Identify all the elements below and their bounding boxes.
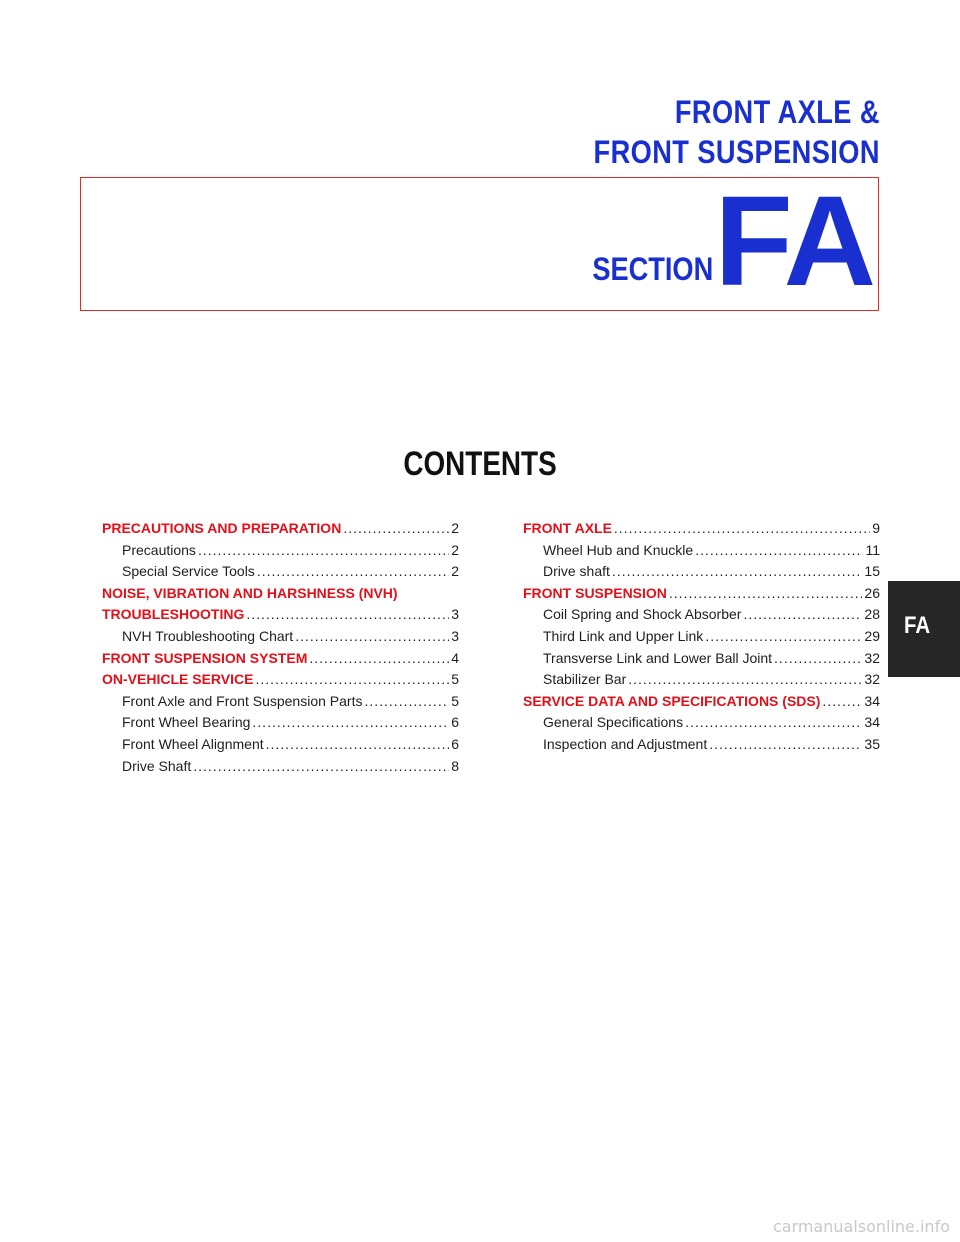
toc-entry-page: 26: [864, 584, 880, 601]
section-code: FA: [714, 170, 874, 313]
toc-entry-page: 29: [864, 627, 880, 644]
toc-leader-dots: [252, 712, 449, 734]
toc-entry[interactable]: [102, 691, 459, 713]
toc-entry-page: 3: [451, 627, 459, 644]
toc-entry-page: 2: [451, 541, 459, 558]
toc-entry-page: 9: [872, 520, 880, 536]
toc-entry-title: ON-VEHICLE SERVICE: [102, 671, 254, 688]
toc-entry[interactable]: [523, 518, 880, 540]
toc-entry[interactable]: [102, 540, 459, 562]
toc-entry-page: 32: [864, 671, 880, 688]
toc-entry-title: Special Service Tools: [122, 563, 255, 580]
toc-entry-page: 28: [864, 606, 880, 623]
toc-entry-title: Inspection and Adjustment: [543, 735, 708, 752]
toc-leader-dots: [709, 734, 862, 756]
toc-leader-dots: [614, 518, 870, 540]
toc-entry-title: PRECAUTIONS AND PREPARATION: [102, 520, 342, 536]
toc-leader-dots: [255, 669, 449, 691]
watermark: carmanualsonline.info: [772, 1217, 950, 1236]
toc-entry-page: 6: [451, 735, 459, 752]
toc-entry-title: Coil Spring and Shock Absorber: [543, 606, 742, 623]
toc-entry-title: Front Wheel Alignment: [122, 735, 264, 752]
toc-leader-dots: [743, 604, 862, 626]
toc-entry-page: 2: [451, 520, 459, 536]
toc-entry-page: 11: [865, 541, 880, 558]
toc-leader-dots: [198, 540, 449, 562]
toc-entry-page: 34: [864, 714, 880, 731]
toc-leader-dots: [695, 540, 863, 562]
toc-entry[interactable]: [102, 712, 459, 734]
toc-entry[interactable]: [523, 540, 880, 562]
toc-entry-page: 2: [451, 563, 459, 580]
toc-entry-title: Transverse Link and Lower Ball Joint: [543, 649, 773, 666]
toc-entry-title: TROUBLESHOOTING: [102, 606, 245, 623]
toc-leader-dots: [193, 756, 449, 778]
toc-leader-dots: [343, 518, 449, 540]
toc-entry-page: 6: [451, 714, 459, 731]
toc-entry-page: 15: [864, 563, 880, 580]
toc-leader-dots: [246, 604, 449, 626]
toc-leader-dots: [612, 561, 863, 583]
section-label: SECTION: [592, 251, 713, 287]
toc-leader-dots: [628, 669, 862, 691]
toc-entry[interactable]: [523, 561, 880, 583]
toc-entry[interactable]: [102, 669, 459, 691]
toc-entry-page: 5: [451, 671, 459, 688]
toc-entry[interactable]: [523, 691, 880, 713]
toc-right-column: [523, 518, 880, 756]
toc-entry-title: Wheel Hub and Knuckle: [543, 541, 694, 558]
toc-leader-dots: [295, 626, 449, 648]
toc-leader-dots: [364, 691, 449, 713]
toc-entry[interactable]: [102, 518, 459, 540]
toc-leader-dots: [685, 712, 862, 734]
toc-entry[interactable]: [102, 561, 459, 583]
toc-entry[interactable]: [102, 756, 459, 778]
toc-entry[interactable]: [523, 712, 880, 734]
toc-entry-title: Precautions: [122, 541, 196, 558]
toc-entry-title: FRONT SUSPENSION: [523, 584, 667, 601]
section-side-tab[interactable]: [888, 581, 960, 677]
toc-entry[interactable]: [102, 604, 459, 626]
toc-leader-dots: [669, 583, 863, 605]
toc-entry[interactable]: [102, 648, 459, 670]
toc-entry-page: 5: [451, 692, 459, 709]
toc-entry-title: SERVICE DATA AND SPECIFICATIONS (SDS): [523, 692, 821, 709]
toc-entry-title: Stabilizer Bar: [543, 671, 627, 688]
toc-entry-page: 3: [451, 606, 459, 623]
title-line-1: FRONT AXLE &: [674, 94, 880, 130]
toc-entry-title-line1[interactable]: NOISE, VIBRATION AND HARSHNESS (NVH): [102, 584, 398, 601]
toc-entry[interactable]: [102, 734, 459, 756]
toc-leader-dots: [266, 734, 450, 756]
toc-entry-title: NVH Troubleshooting Chart: [122, 627, 294, 644]
toc-leader-dots: [257, 561, 449, 583]
toc-entry[interactable]: [523, 734, 880, 756]
toc-entry-title: Drive shaft: [543, 563, 610, 580]
toc-entry-title: Drive Shaft: [122, 757, 192, 774]
toc-entry-title: FRONT AXLE: [523, 520, 612, 536]
contents-heading: CONTENTS: [403, 445, 557, 483]
toc-entry[interactable]: [523, 626, 880, 648]
toc-leader-dots: [705, 626, 862, 648]
toc-entry-page: 35: [864, 735, 880, 752]
document-title: [543, 92, 880, 172]
toc-entry-page: 32: [864, 649, 880, 666]
toc-leader-dots: [309, 648, 449, 670]
toc-entry-title: Third Link and Upper Link: [543, 627, 704, 644]
toc-entry-title: FRONT SUSPENSION SYSTEM: [102, 649, 308, 666]
toc-entry[interactable]: [102, 626, 459, 648]
toc-entry[interactable]: [523, 604, 880, 626]
toc-entry-page: 34: [864, 692, 880, 709]
toc-entry[interactable]: [523, 583, 880, 605]
toc-leader-dots: [822, 691, 862, 713]
title-line-2: FRONT SUSPENSION: [593, 134, 880, 170]
toc-entry-page: 4: [451, 649, 459, 666]
section-box: [80, 170, 879, 313]
toc-left-column: [102, 518, 459, 777]
toc-leader-dots: [774, 648, 862, 670]
toc-entry-page: 8: [451, 757, 459, 774]
toc-entry[interactable]: [523, 648, 880, 670]
toc-entry-title: Front Axle and Front Suspension Parts: [122, 692, 363, 709]
side-tab-label: FA: [904, 612, 931, 639]
toc-entry-title: Front Wheel Bearing: [122, 714, 251, 731]
toc-entry-title: General Specifications: [543, 714, 684, 731]
toc-entry[interactable]: [523, 669, 880, 691]
